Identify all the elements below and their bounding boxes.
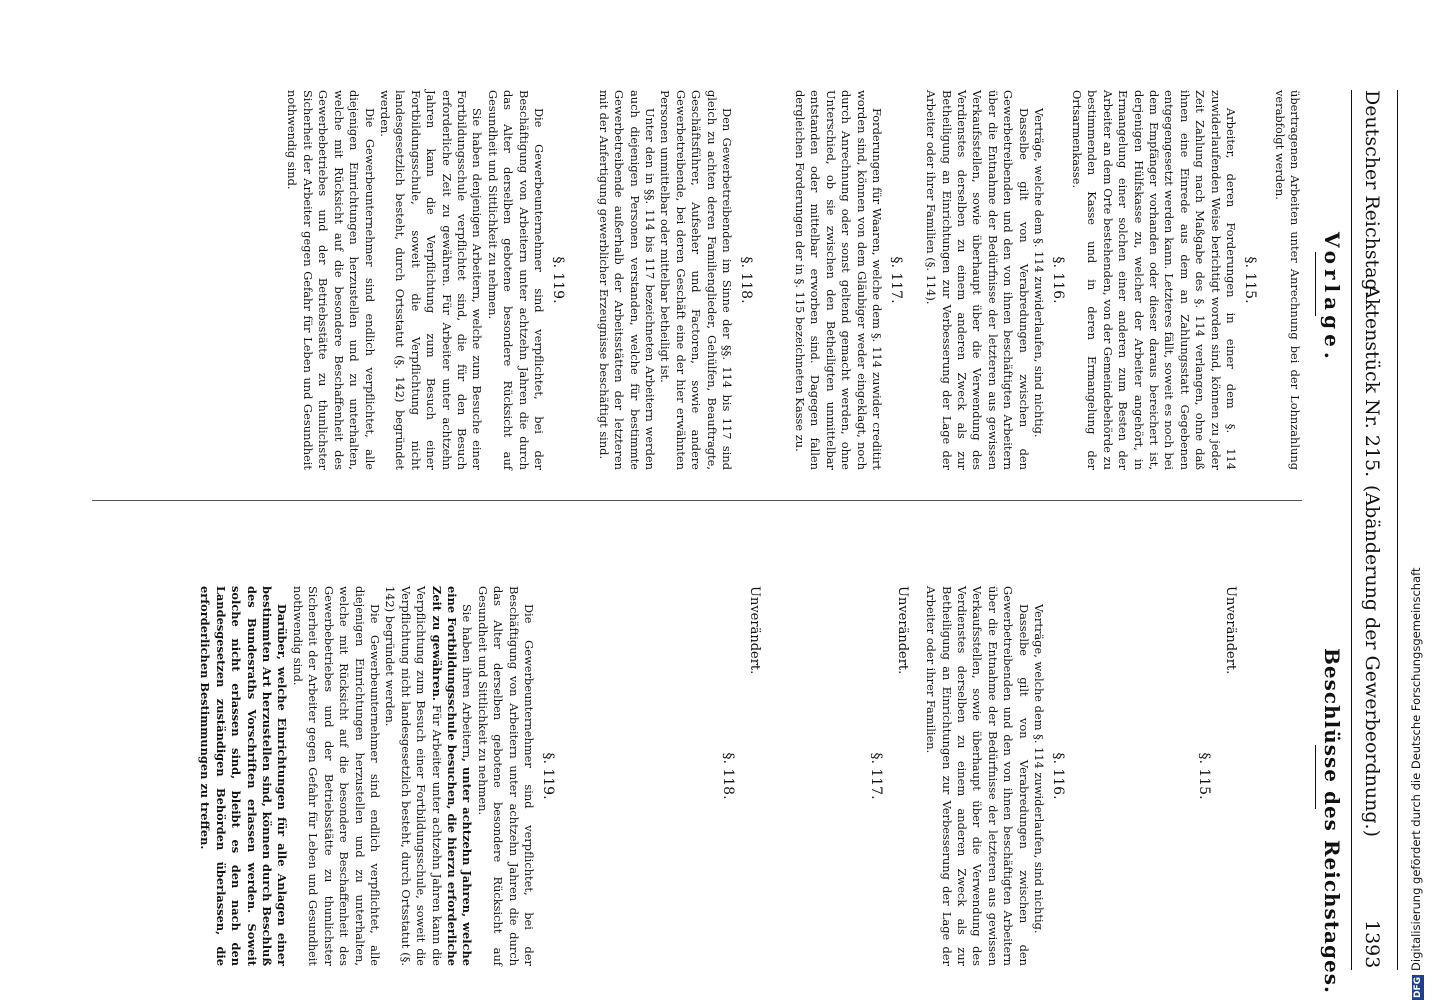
left-s119-text3: Die Gewerbeunternehmer sind endlich verpflichtet, alle diejenigen Einrichtungen herzustellen und zu unterhalten, welche mit Rücksicht auf die besondere Beschaffenheit des Gewerbebetriebes und der Betriebsstätte zu thunlichster Sicherheit der Arbeiter gegen Gefahr für Leben und Gesundheit nothwendig sind. xyxy=(285,90,377,470)
right-s117-text: Unverändert. xyxy=(895,586,910,675)
right-s116-heading: §. 116. xyxy=(1050,752,1066,800)
right-s119-text3: Die Gewerbeunternehmer sind endlich verpflichtet, alle diejenigen Einrichtungen herzustellen und zu unterhalten, welche mit Rücksicht auf die besondere Beschaffenheit des Gewerbebetriebes und der Betriebsstätte zu thunlichster Sicherheit der Arbeiter gegen Gefahr für Leben und Gesundheit nothwendig sind. xyxy=(290,586,382,966)
right-s119-text2-b: , unter achtzehn Jahren, welche eine Fortbildungsschule besuchen, die hierzu erforderliche Zeit zu gewähren. xyxy=(429,586,475,966)
left-s115-block xyxy=(1069,90,1258,470)
header-publication: Deutscher Reichstag. xyxy=(1361,90,1383,297)
left-s116-block xyxy=(923,90,1066,470)
left-s118-text2: Unter den in §§. 114 bis 117 bezeichneten Arbeitern werden auch diejenigen Personen verstanden, welche für bestimmte Gewerbetreibende außerhalb der Arbeitsstätten der letzteren mit der Anfertigung gewerblicher Erzeugnisse beschäftigt sind. xyxy=(596,90,657,470)
header-subject: (Abänderung der Gewerbeordnung.) xyxy=(1361,485,1383,837)
left-s116-text2: Dasselbe gilt von Verabredungen zwischen den Gewerbetreibenden und den von ihnen beschäftigten Arbeitern über die Entnahme der Bedürfnisse der letzteren aus gewissen Verkaufsstellen, sowie überhaupt über die Verwendung des Verdienstes derselben zu einem anderen Zweck als zur Betheiligung an Einrichtungen zur Verbesserung der Lage der Arbeiter oder ihrer Familien (§. 114). xyxy=(924,90,1031,470)
right-s115-block xyxy=(1223,586,1238,966)
left-column-heading: Vorlage. xyxy=(1320,232,1344,364)
right-s117-heading: §. 117. xyxy=(868,752,884,800)
left-s118-block xyxy=(595,90,754,470)
right-s116-block xyxy=(923,586,1066,966)
digitization-credit xyxy=(1409,567,1423,1000)
digitization-credit-text: Digitalisierung gefördert durch die Deutsche Forschungsgemeinschaft xyxy=(1409,567,1423,971)
left-s117-text: Forderungen für Waaren, welche dem §. 114 zuwider creditirt worden sind, können von dem Gläubiger weder eingeklagt, noch durch Anrechnung oder sonst geltend gemacht werden, ohne Unterschied, ob sie zwischen den Betheiligten unmittelbar entstanden oder mittelbar erworben sind. Dagegen fallen dergleichen Forderungen der in §. 115 bezeichneten Kasse zu. xyxy=(792,90,884,470)
right-s118-block xyxy=(747,586,762,966)
header-aktenstueck: Aktenstück Nr. 215. xyxy=(1361,285,1383,478)
right-s119-text2-c: Für Arbeiter unter achtzehn Jahren kann die Verpflichtung zum Besuch einer Fortbildungsschule, soweit die Verpflichtung nicht landesgesetzlich besteht, durch Ortsstatut (§. 142) begründet werden. xyxy=(383,586,444,966)
right-s115-heading-block xyxy=(1192,586,1212,966)
right-s116-text1: Verträge, welche dem §. 114 zuwiderlaufen, sind nichtig. xyxy=(1032,604,1046,934)
left-s116-text1: Verträge, welche dem §. 114 zuwiderlaufen, sind nichtig. xyxy=(1032,108,1046,438)
header-top-rule xyxy=(1397,90,1398,970)
left-s118-heading: §. 118. xyxy=(738,256,754,304)
right-s119-heading: §. 119. xyxy=(540,752,556,800)
left-s116-heading: §. 116. xyxy=(1050,256,1066,304)
left-s117-block xyxy=(792,90,904,470)
left-s119-text1: Die Gewerbeunternehmer sind verpflichtet, bei der Beschäftigung von Arbeitern unter achtzehn Jahren die durch das Alter derselben gebotene besondere Rücksicht auf Gesundheit und Sittlichkeit zu nehmen. xyxy=(485,90,546,470)
right-s115-text: Unverändert. xyxy=(1223,586,1238,675)
left-s119-text2: Sie haben denjenigen Arbeitern, welche zum Besuche einer Fortbildungsschule verpflichtet sind, die für den Besuch erforderliche Zeit zu gewähren. Für Arbeiter unter achtzehn Jahren kann die Verpflichtung zum Besuch einer Fortbildungsschule, soweit die Verpflichtung nicht landesgesetzlich besteht, durch Ortsstatut (§. 142) begründet werden. xyxy=(377,90,485,470)
left-s118-text1: Den Gewerbetreibenden im Sinne der §§. 114 bis 117 sind gleich zu achten deren Familienglieder, Gehülfen, Beauftragte, Geschäftsführer, Aufseher und Factoren, sowie andere Gewerbetreibende, bei deren Geschäft eine der hier erwähnten Personen unmittelbar oder mittelbar betheiligt ist. xyxy=(658,90,734,470)
right-s115-heading: §. 115. xyxy=(1196,752,1212,800)
column-divider xyxy=(92,500,1302,501)
left-heading-rule xyxy=(1315,252,1316,316)
right-s118-heading-block xyxy=(716,586,736,966)
right-heading-rule xyxy=(1315,745,1316,809)
left-carryover-text: übertragenen Arbeiten unter Anrechnung bei der Lohnzahlung verabfolgt werden. xyxy=(1272,90,1302,470)
right-s119-text2-a: Sie haben ihren Arbeitern xyxy=(460,604,475,758)
right-s118-text: Unverändert. xyxy=(747,586,762,675)
right-s119-text1: Die Gewerbeunternehmer sind verpflichtet, bei der Beschäftigung von Arbeitern unter achtzehn Jahren die durch das Alter derselben gebotene besondere Rücksicht auf Gesundheit und Sittlichkeit zu nehmen. xyxy=(475,586,536,966)
left-s115-text: Arbeiter, deren Forderungen in einer dem §. 114 zuwiderlaufenden Weise berichtigt worden sind, können zu jeder Zeit Zahlung nach Maßgabe des §. 114 verlangen, ohne daß ihnen eine Einrede aus dem an Zahlungsstatt Gegebenen entgegengesetzt werden kann. Letzteres fällt, soweit es noch bei dem Empfänger vorhanden oder dieser daraus bereichert ist, derjenigen Hülfskasse zu, welcher der Arbeiter angehört, in Ermangelung einer solchen einer anderen zum Besten der Arbeiter an dem Orte bestehenden, von der Gemeindebehörde zu bestimmenden Kasse und in deren Ermangelung der Ortsarmenkasse. xyxy=(1069,90,1238,470)
right-s119-text2 xyxy=(382,586,474,966)
left-s115-heading: §. 115. xyxy=(1242,256,1258,304)
page-header xyxy=(1352,90,1392,970)
left-s119-block xyxy=(284,90,566,470)
left-carryover-block xyxy=(1271,90,1302,470)
right-s117-block xyxy=(895,586,910,966)
header-page-number: 1393 xyxy=(1361,920,1383,969)
right-s116-text2: Dasselbe gilt von Verabredungen zwischen den Gewerbetreibenden und den von ihnen beschäftigten Arbeitern über die Entnahme der Bedürfnisse der letzteren aus gewissen Verkaufsstellen, sowie überhaupt über die Verwendung des Verdienstes derselben zu einem anderen Zweck als zur Betheiligung an Einrichtungen zur Verbesserung der Lage der Arbeiter oder ihrer Familien. xyxy=(924,586,1031,966)
right-s119-text4: Darüber, welche Einrichtungen für alle Anlagen einer bestimmten Art herzustellen sind, können durch Beschluß des Bundesraths Vorschriften erlassen werden. Soweit solche nicht erlassen sind, bleibt es den nach den Landesgesetzen zuständigen Behörden überlassen, die erforderlichen Bestimmungen zu treffen. xyxy=(198,586,290,966)
header-bottom-rule xyxy=(1351,90,1352,970)
right-s118-heading: §. 118. xyxy=(720,752,736,800)
right-s119-block xyxy=(197,586,556,966)
left-s117-heading: §. 117. xyxy=(888,256,904,304)
right-column-heading: Beschlüsse des Reichstages. xyxy=(1320,648,1344,994)
right-s117-heading-block xyxy=(864,586,884,966)
left-s119-heading: §. 119. xyxy=(550,256,566,304)
dfg-logo-icon: DFG xyxy=(1413,976,1423,998)
